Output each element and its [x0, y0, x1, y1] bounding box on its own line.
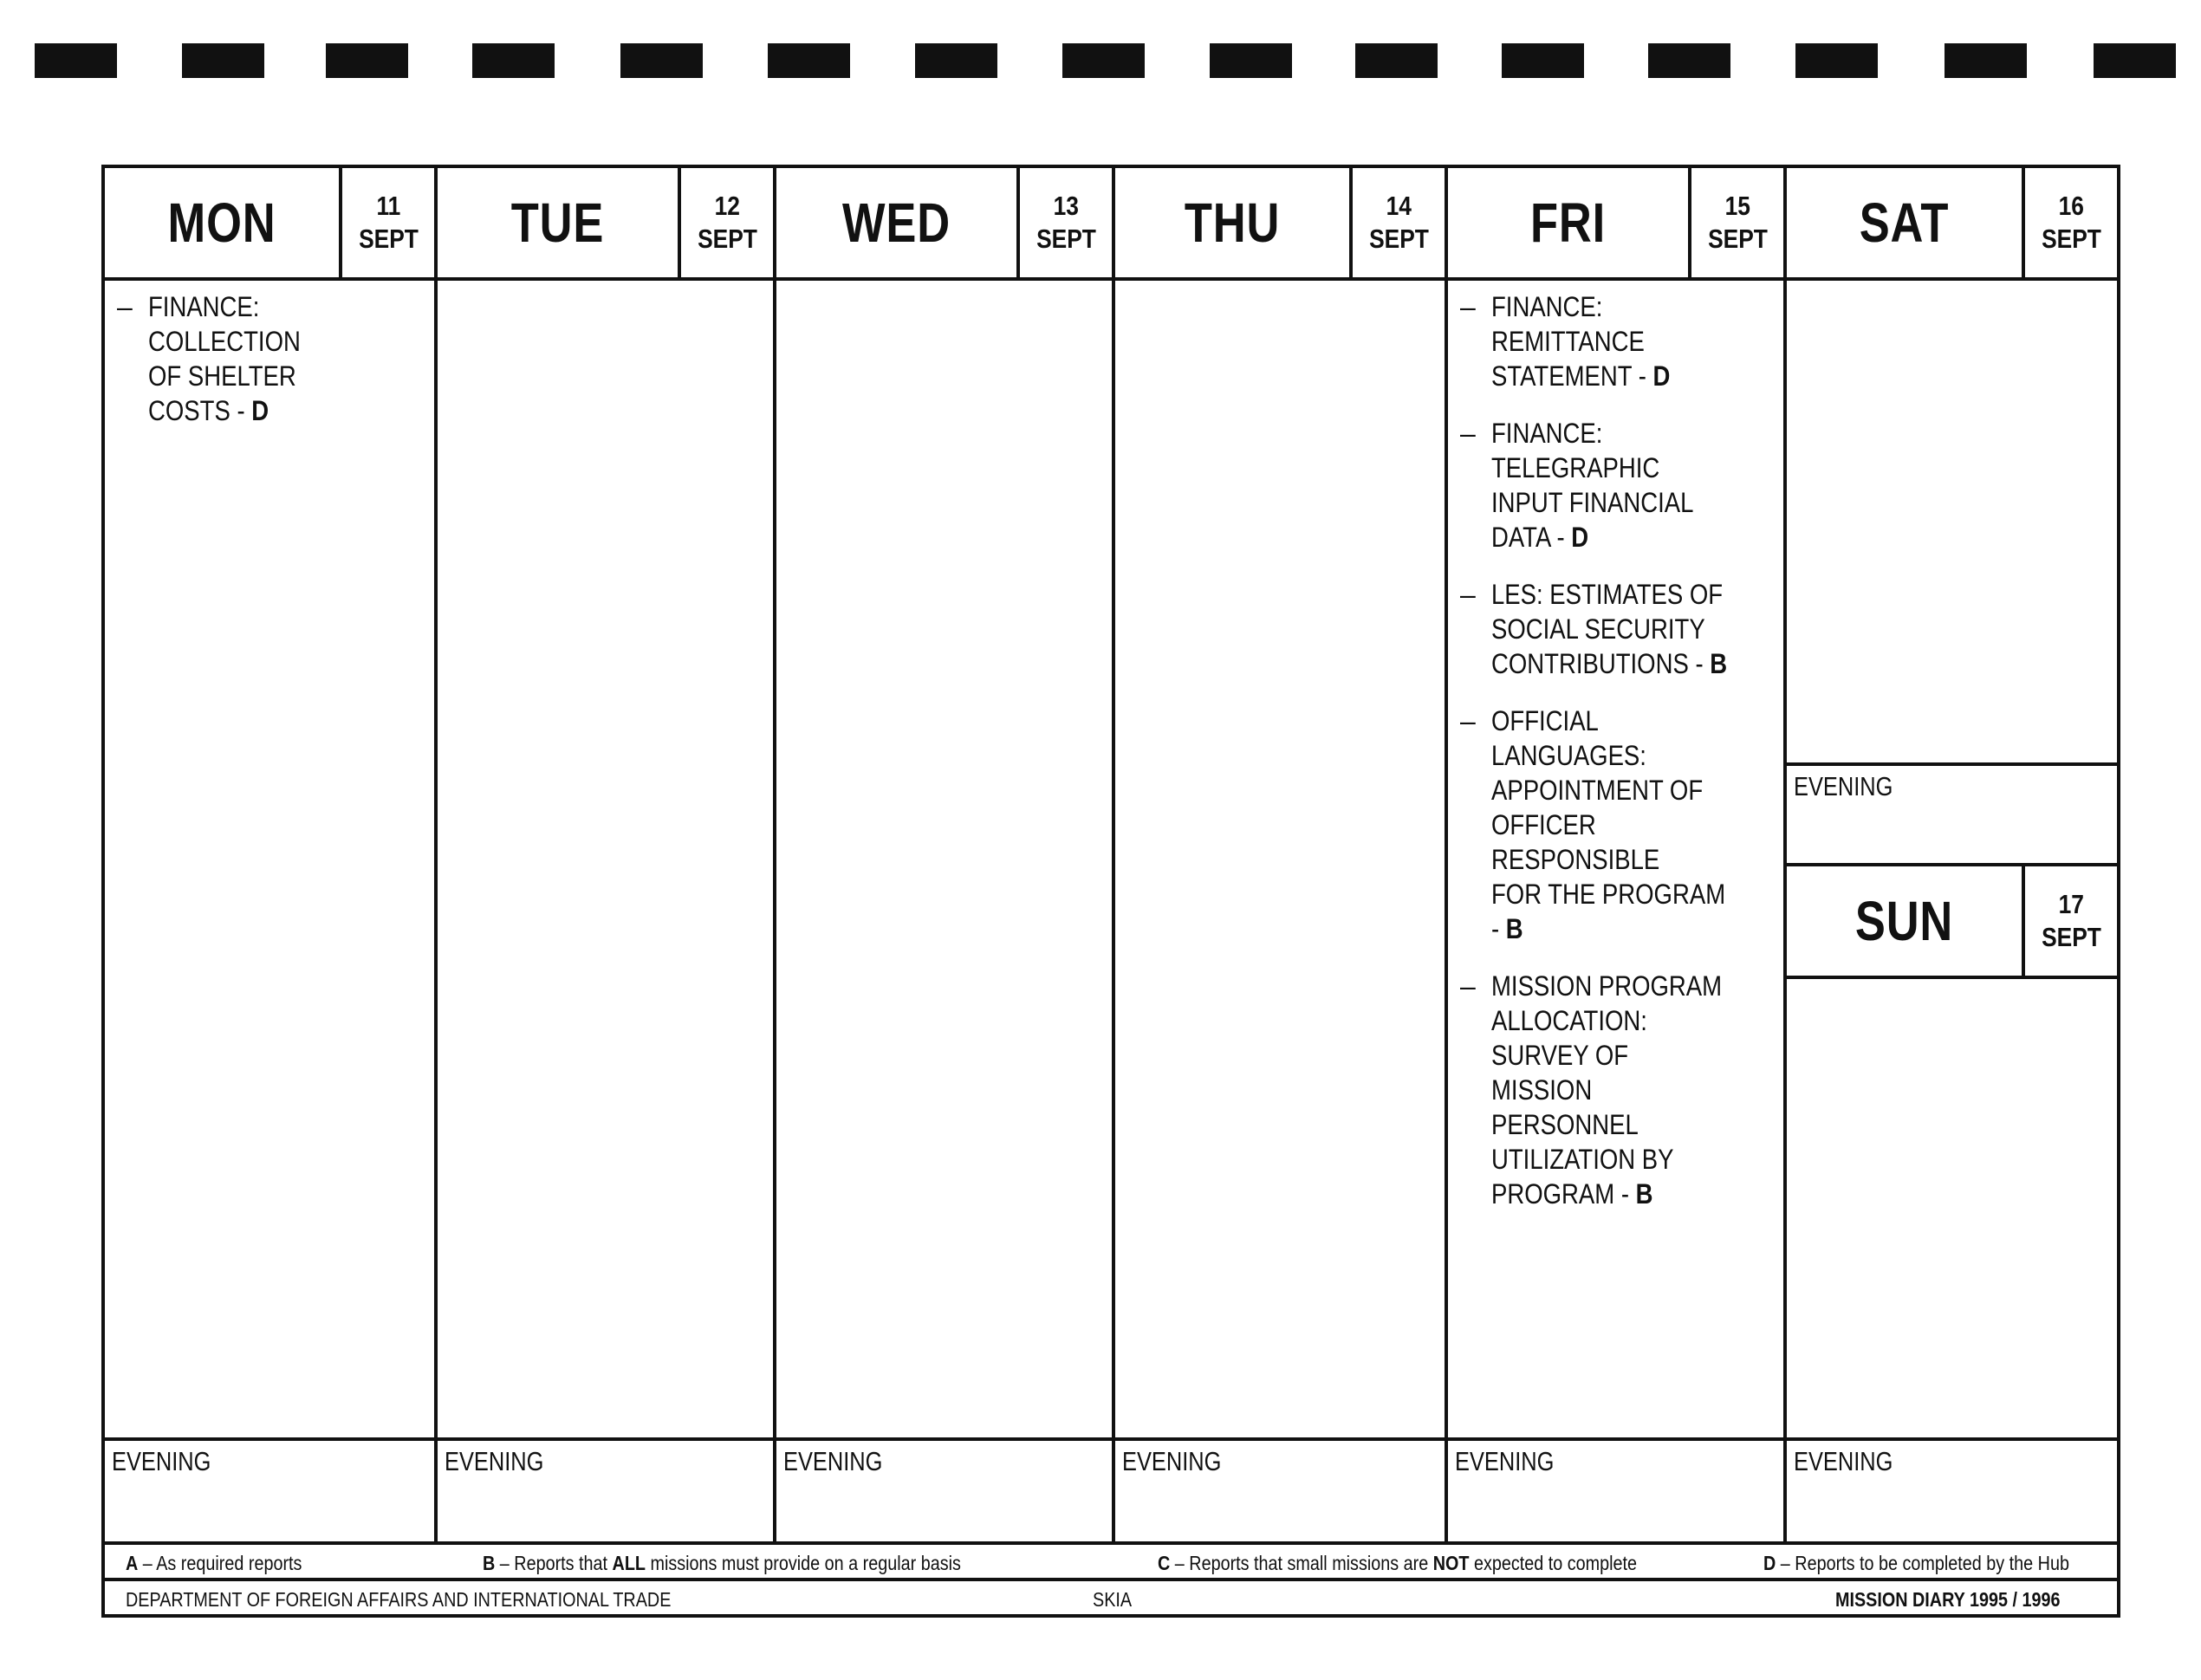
diary-entry	[1460, 704, 1771, 946]
entry-text	[1491, 969, 1732, 1211]
date-day: 17	[2058, 889, 2084, 919]
binder-hole	[1062, 43, 1145, 78]
day-name: TUE	[510, 191, 605, 254]
date-month: SEPT	[2041, 224, 2101, 254]
date-box	[2022, 168, 2117, 277]
day-column-thu	[1115, 168, 1448, 1541]
day-evening	[438, 1437, 773, 1541]
binder-hole	[326, 43, 408, 78]
entry-report-code: B	[1710, 648, 1728, 679]
entry-text	[1491, 577, 1732, 681]
diary-entry	[117, 289, 422, 428]
entry-text	[148, 289, 384, 428]
day-entries	[776, 281, 1112, 1437]
entry-dash-icon: –	[1460, 579, 1476, 610]
date-day: 11	[376, 191, 400, 221]
date-box	[1688, 168, 1783, 277]
entry-text	[1491, 416, 1732, 555]
legend-row	[105, 1541, 2117, 1581]
evening-label: EVENING	[445, 1446, 544, 1476]
weekly-diary-page	[101, 165, 2120, 1618]
legend-a: A – As required reports	[126, 1552, 302, 1574]
day-name: SAT	[1859, 191, 1950, 254]
day-entries	[1448, 281, 1783, 1437]
day-column-mon	[105, 168, 438, 1541]
day-entries	[438, 281, 773, 1437]
diary-entry	[1460, 416, 1771, 555]
entry-dash-icon: –	[1460, 418, 1476, 449]
legend-d: D – Reports to be completed by the Hub	[1763, 1552, 2069, 1574]
day-name: SUN	[1854, 890, 1954, 952]
day-header	[1448, 168, 1783, 281]
evening-label: EVENING	[1455, 1446, 1555, 1476]
binder-hole	[472, 43, 555, 78]
diary-entry	[1460, 289, 1771, 393]
evening-label: EVENING	[1794, 1446, 1893, 1476]
binder-hole	[182, 43, 264, 78]
entry-label: FINANCE: TELEGRAPHIC INPUT FINANCIAL DATA -	[1491, 418, 1694, 553]
entry-text	[1491, 289, 1732, 393]
evening-label: EVENING	[1122, 1446, 1222, 1476]
day-name: FRI	[1530, 191, 1606, 254]
binder-hole	[1945, 43, 2027, 78]
binder-hole	[1210, 43, 1292, 78]
saturday-evening	[1787, 762, 2117, 866]
day-column-fri	[1448, 168, 1787, 1541]
binder-hole	[915, 43, 997, 78]
binder-hole	[35, 43, 117, 78]
binder-hole	[1648, 43, 1730, 78]
day-name: MON	[167, 191, 276, 254]
binder-hole	[620, 43, 703, 78]
evening-label: EVENING	[1794, 771, 1893, 801]
day-evening	[1448, 1437, 1783, 1541]
date-month: SEPT	[2041, 922, 2101, 952]
date-box	[1016, 168, 1112, 277]
day-name: THU	[1184, 191, 1281, 254]
date-day: 15	[1724, 191, 1750, 221]
date-month: SEPT	[1036, 224, 1096, 254]
diary-entry	[1460, 577, 1771, 681]
evening-label: EVENING	[112, 1446, 211, 1476]
day-header	[776, 168, 1112, 281]
day-evening	[776, 1437, 1112, 1541]
entry-label: MISSION PROGRAM ALLOCATION: SURVEY OF MISSION PERSONNEL UTILIZATION BY PROGRAM -	[1491, 970, 1723, 1210]
date-month: SEPT	[1368, 224, 1429, 254]
legend-b: B – Reports that ALL missions must provide on a regular basis	[483, 1552, 961, 1574]
day-header	[438, 168, 773, 281]
day-header	[1115, 168, 1445, 281]
entry-report-code: D	[1652, 360, 1671, 392]
sunday-header	[1787, 866, 2117, 979]
sunday-evening	[1787, 1437, 2117, 1541]
entry-label: FINANCE: COLLECTION OF SHELTER COSTS -	[148, 291, 301, 426]
binder-hole	[1355, 43, 1438, 78]
evening-label: EVENING	[783, 1446, 883, 1476]
binder-hole	[2094, 43, 2176, 78]
diary-entry	[1460, 969, 1771, 1211]
entry-text	[1491, 704, 1732, 946]
binder-holes	[0, 43, 2201, 80]
day-entries	[1787, 281, 2117, 762]
entry-label: LES: ESTIMATES OF SOCIAL SECURITY CONTRIBUTIONS -	[1491, 579, 1724, 679]
entry-dash-icon: –	[117, 291, 133, 322]
date-day: 16	[2058, 191, 2084, 221]
entry-report-code: D	[251, 395, 269, 426]
day-column-sat	[1787, 168, 2117, 1541]
day-column-wed	[776, 168, 1115, 1541]
day-column-tue	[438, 168, 776, 1541]
day-header	[1787, 168, 2117, 281]
entry-dash-icon: –	[1460, 291, 1476, 322]
date-box	[339, 168, 434, 277]
day-name: WED	[842, 191, 951, 254]
legend-c: C – Reports that small missions are NOT expected to complete	[1158, 1552, 1638, 1574]
date-month: SEPT	[1707, 224, 1768, 254]
entry-dash-icon: –	[1460, 970, 1476, 1002]
entry-report-code: D	[1571, 522, 1589, 553]
date-day: 12	[714, 191, 740, 221]
day-evening	[1115, 1437, 1445, 1541]
date-month: SEPT	[697, 224, 757, 254]
binder-hole	[1502, 43, 1584, 78]
day-entries	[105, 281, 434, 1437]
day-header	[105, 168, 434, 281]
date-box	[1349, 168, 1445, 277]
binder-hole	[1795, 43, 1878, 78]
entry-label: OFFICIAL LANGUAGES: APPOINTMENT OF OFFICER RESPONSIBLE FOR THE PROGRAM -	[1491, 705, 1726, 944]
date-box	[678, 168, 773, 277]
date-day: 14	[1386, 191, 1412, 221]
page-footer	[105, 1581, 2117, 1618]
footer-diary-title: MISSION DIARY 1995 / 1996	[1835, 1588, 2061, 1611]
date-month: SEPT	[358, 224, 419, 254]
entry-label: FINANCE: REMITTANCE STATEMENT -	[1491, 291, 1646, 392]
day-evening	[105, 1437, 434, 1541]
entry-report-code: B	[1635, 1178, 1653, 1210]
entry-report-code: B	[1505, 913, 1523, 944]
footer-department: DEPARTMENT OF FOREIGN AFFAIRS AND INTERNATIONAL TRADE	[126, 1588, 672, 1611]
day-entries	[1115, 281, 1445, 1437]
date-box	[2022, 866, 2117, 976]
footer-code: SKIA	[1093, 1588, 1133, 1611]
entry-dash-icon: –	[1460, 705, 1476, 736]
binder-hole	[768, 43, 850, 78]
date-day: 13	[1053, 191, 1079, 221]
